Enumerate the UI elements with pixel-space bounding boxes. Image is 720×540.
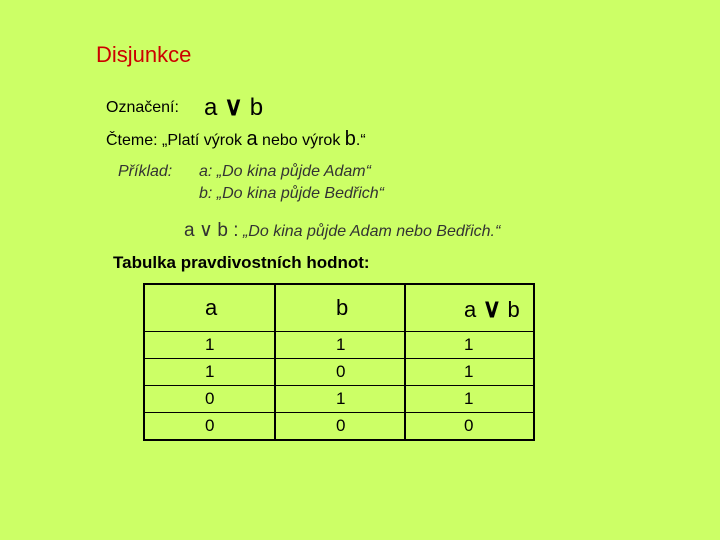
notation-label: Označení: bbox=[106, 99, 179, 116]
cell-a-or-b: 1 bbox=[405, 359, 534, 386]
cell-a: 1 bbox=[144, 359, 275, 386]
reading-b: b bbox=[344, 128, 356, 150]
header-a-or-b bbox=[405, 284, 534, 332]
cell-b: 1 bbox=[275, 332, 405, 359]
table-header-row bbox=[144, 284, 534, 332]
example-label: Příklad: bbox=[118, 163, 173, 180]
header-b: b bbox=[275, 284, 405, 332]
cell-b: 0 bbox=[275, 359, 405, 386]
cell-a: 0 bbox=[144, 386, 275, 413]
example-or-symbol: ∨ bbox=[199, 220, 213, 241]
cell-a-or-b: 1 bbox=[405, 332, 534, 359]
header-or-a: a bbox=[464, 296, 477, 322]
reading-prefix: Čteme: „Platí výrok bbox=[106, 132, 247, 149]
example-result-b: b : bbox=[217, 220, 239, 241]
truth-table bbox=[143, 283, 535, 441]
table-row bbox=[144, 359, 534, 386]
notation-b: b bbox=[249, 94, 264, 121]
reading-middle: nebo výrok bbox=[257, 132, 345, 149]
cell-b: 1 bbox=[275, 386, 405, 413]
cell-a: 1 bbox=[144, 332, 275, 359]
example-statement-a: a: „Do kina půjde Adam“ bbox=[199, 163, 371, 180]
example-result-text: „Do kina půjde Adam nebo Bedřich.“ bbox=[238, 223, 501, 240]
example-result bbox=[184, 219, 500, 242]
example-statement-b: b: „Do kina půjde Bedřich“ bbox=[199, 185, 384, 202]
or-symbol: ∨ bbox=[224, 91, 244, 121]
header-or-symbol: ∨ bbox=[482, 292, 502, 323]
header-or-b: b bbox=[507, 296, 520, 322]
notation-a: a bbox=[204, 94, 218, 121]
cell-a-or-b: 0 bbox=[405, 413, 534, 441]
notation-expression bbox=[204, 91, 263, 122]
table-row bbox=[144, 386, 534, 413]
reading-line bbox=[106, 128, 366, 151]
example-result-a: a bbox=[184, 220, 195, 241]
page-title: Disjunkce bbox=[96, 42, 192, 67]
cell-a-or-b: 1 bbox=[405, 386, 534, 413]
table-title: Tabulka pravdivostních hodnot: bbox=[113, 253, 370, 272]
table-row bbox=[144, 413, 534, 441]
table-row bbox=[144, 332, 534, 359]
reading-suffix: .“ bbox=[355, 132, 366, 149]
cell-b: 0 bbox=[275, 413, 405, 441]
reading-a: a bbox=[246, 128, 258, 150]
header-a: a bbox=[144, 284, 275, 332]
cell-a: 0 bbox=[144, 413, 275, 441]
